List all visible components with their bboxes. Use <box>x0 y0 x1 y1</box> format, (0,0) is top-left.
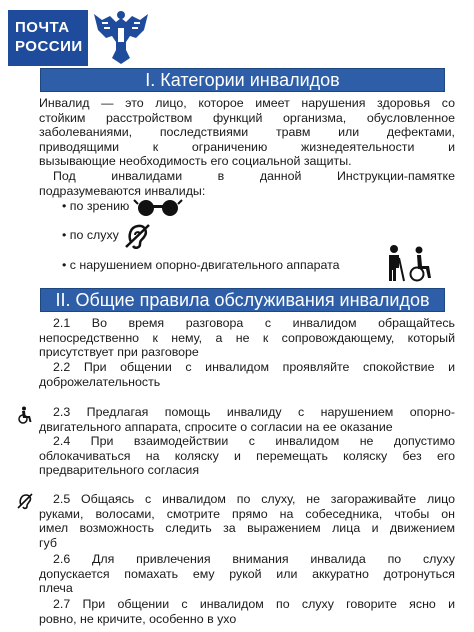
text-line: вызывающие необходимость его социальной защиты. <box>39 154 352 169</box>
text-line: Инвалид — это лицо, которое имеет нарушения здоровья со <box>39 96 455 110</box>
bullet-mobility: • с нарушением опорно-двигательного аппарата <box>62 258 340 272</box>
text-line: 2.5 Общаясь с инвалидом по слуху, не загораживайте лицо <box>53 492 455 506</box>
text-line: облокачиваться на коляску и перемещать коляску без его <box>39 448 455 463</box>
text-line: двигательного аппарата, спросите о согласии на ее оказание <box>39 419 393 434</box>
text-line: 2.4 При взаимодействии с инвалидом не допустимо <box>53 434 455 448</box>
text-line: 2.6 Для привлечения внимания инвалида по слуху <box>53 552 455 566</box>
text-line: ровно, не кричите, особенно в ухо <box>39 611 237 626</box>
bullet-vision: • по зрению <box>62 199 130 213</box>
text-line: непосредственно к нему, а не к сопровождающему, который <box>39 330 455 345</box>
section-1-paragraph-2 <box>39 169 455 198</box>
pochta-rossii-logo <box>8 10 88 66</box>
text-line: Под инвалидами в данной Инструкции-памятке <box>53 169 455 183</box>
text-line: подразумеваются инвалиды: <box>39 183 206 198</box>
rule-2-2 <box>39 360 455 389</box>
text-line: стойким расстройством функций организма, обусловленное <box>39 110 455 125</box>
logo-line-2: РОССИИ <box>15 38 83 55</box>
text-line: доброжелательность <box>39 374 161 389</box>
rule-2-5 <box>39 492 455 550</box>
wheelchair-icon <box>16 406 34 424</box>
eagle-emblem-icon <box>90 8 152 68</box>
text-line: допускается помахать ему рукой или аккуратно дотронуться <box>39 566 455 581</box>
section-2-title: II. Общие правила обслуживания инвалидов <box>40 288 445 312</box>
rule-2-6 <box>39 552 455 596</box>
text-line: заболеваниями, последствиями травм или дефектами, <box>39 125 455 140</box>
text-line: руками, волосами, смотрите прямо на собеседника, чтобы он <box>39 506 455 521</box>
text-line: 2.7 При общении с инвалидом по слуху говорите ясно и <box>53 597 455 611</box>
deaf-ear-icon <box>16 492 34 510</box>
text-line: предварительного согласия <box>39 463 200 478</box>
section-1-paragraph-1 <box>39 96 455 169</box>
glasses-icon <box>132 196 184 218</box>
text-line: губ <box>39 535 57 550</box>
text-line: имел возможность следить за выражением лица и движением <box>39 521 455 536</box>
text-line: 2.2 При общении с инвалидом проявляйте спокойствие и <box>53 360 455 374</box>
text-line: плеча <box>39 581 73 596</box>
text-line: присутствует при разговоре <box>39 345 199 360</box>
rule-2-7 <box>39 597 455 626</box>
text-line: приводящими к ограничению жизнедеятельности и <box>39 139 455 154</box>
rule-2-1 <box>39 316 455 360</box>
text-line: 2.3 Предлагая помощь инвалиду с нарушением опорно- <box>53 405 455 419</box>
deaf-ear-icon <box>122 222 152 250</box>
rule-2-4 <box>39 434 455 478</box>
logo-line-1: ПОЧТА <box>15 19 70 36</box>
bullet-hearing: • по слуху <box>62 228 119 242</box>
cane-and-wheelchair-icon <box>381 244 433 282</box>
text-line: 2.1 Во время разговора с инвалидом обращайтесь <box>53 316 455 330</box>
rule-2-3 <box>39 405 455 434</box>
section-1-title: I. Категории инвалидов <box>40 68 445 92</box>
